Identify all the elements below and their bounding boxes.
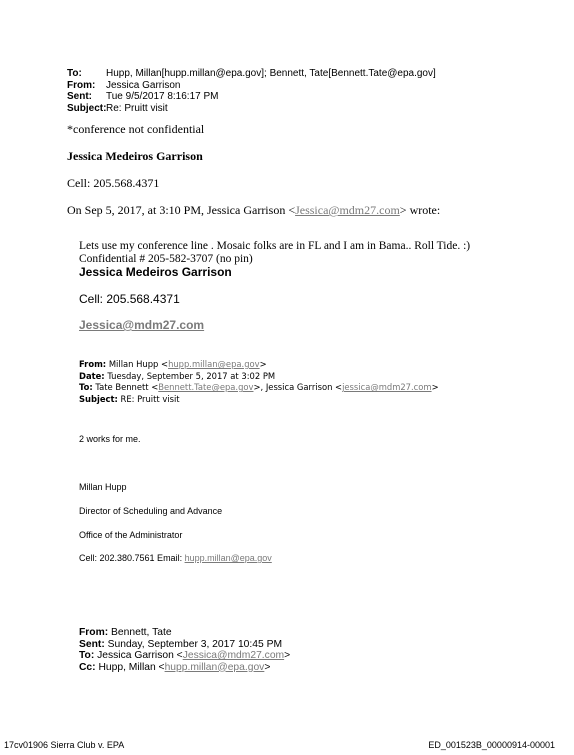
wrote-email-link[interactable]: Jessica@mdm27.com — [295, 203, 400, 217]
fwd1-header — [79, 359, 439, 405]
reply-signature-name: Jessica Medeiros Garrison — [67, 149, 203, 163]
fwd1-body: 2 works for me. — [79, 434, 141, 444]
fwd1-signature-contact — [79, 553, 272, 563]
header-from-row — [67, 80, 436, 92]
fwd2-sent-value: Sunday, September 3, 2017 10:45 PM — [107, 638, 283, 650]
wrote-suffix: > wrote: — [399, 203, 441, 217]
fwd1-to-email1-link[interactable]: Bennett.Tate@epa.gov — [158, 382, 254, 392]
fwd1-to-end: > — [431, 382, 439, 392]
fwd1-contact-email-link[interactable]: hupp.millan@epa.gov — [184, 553, 272, 563]
header-sent-row — [67, 91, 436, 103]
fwd1-to-name1: Tate Bennett < — [95, 382, 159, 392]
fwd2-cc-name: Hupp, Millan < — [98, 661, 165, 673]
fwd2-to-end: > — [284, 650, 291, 661]
header-from-label: From: — [67, 79, 96, 91]
quoted-line-2: Confidential # 205-582-3707 (no pin) — [79, 253, 253, 265]
fwd2-header — [79, 627, 290, 673]
fwd1-contact-text: Cell: 202.380.7561 Email: — [79, 553, 185, 563]
quoted-signature-cell: Cell: 205.568.4371 — [79, 292, 180, 306]
footer-document-id: ED_001523B_00000914-00001 — [428, 740, 555, 750]
fwd2-cc-end: > — [264, 661, 271, 673]
quoted-line-1: Lets use my conference line . Mosaic folks are in FL and I am in Bama.. Roll Tide. :) — [79, 240, 471, 252]
header-from-value: Jessica Garrison — [106, 79, 181, 91]
fwd2-from-value: Bennett, Tate — [111, 627, 172, 638]
fwd2-from-label: From: — [79, 627, 109, 638]
header-subject-row — [67, 103, 436, 115]
fwd1-from-row — [79, 359, 439, 371]
fwd1-from-label: From: — [79, 359, 107, 369]
fwd1-from-name: Millan Hupp < — [108, 359, 169, 369]
reply-wrote-line — [67, 203, 440, 218]
header-sent-label: Sent: — [67, 91, 92, 102]
fwd1-from-end: > — [259, 359, 267, 369]
fwd1-subject-label: Subject: — [79, 393, 118, 404]
reply-note: *conference not confidential — [67, 122, 205, 136]
fwd1-subject-value: RE: Pruitt visit — [120, 393, 180, 404]
wrote-prefix: On Sep 5, 2017, at 3:10 PM, Jessica Garrison < — [67, 203, 296, 217]
fwd2-from-row — [79, 627, 290, 639]
email-header — [67, 68, 436, 114]
fwd2-cc-row — [79, 662, 290, 674]
fwd1-to-row — [79, 382, 439, 394]
header-subject-value: Re: Pruitt visit — [106, 102, 168, 114]
header-to-label: To: — [67, 68, 82, 79]
fwd2-sent-row — [79, 639, 290, 651]
fwd1-to-mid: >, Jessica Garrison < — [253, 382, 343, 392]
fwd1-date-value: Tuesday, September 5, 2017 at 3:02 PM — [107, 370, 276, 381]
header-sent-value: Tue 9/5/2017 8:16:17 PM — [106, 91, 219, 102]
fwd2-to-email-link[interactable]: Jessica@mdm27.com — [182, 650, 285, 661]
fwd1-subject-row — [79, 394, 439, 406]
footer-case-id: 17cv01906 Sierra Club v. EPA — [4, 740, 125, 750]
fwd2-to-name: Jessica Garrison < — [97, 650, 183, 661]
fwd1-from-email-link[interactable]: hupp.millan@epa.gov — [168, 359, 260, 369]
quoted-signature-name: Jessica Medeiros Garrison — [79, 265, 232, 279]
fwd1-date-label: Date: — [79, 370, 105, 381]
fwd1-to-label: To: — [79, 382, 93, 392]
fwd1-signature-title: Director of Scheduling and Advance — [79, 506, 223, 516]
fwd2-sent-label: Sent: — [79, 638, 105, 650]
fwd1-date-row — [79, 371, 439, 383]
fwd2-cc-email-link[interactable]: hupp.millan@epa.gov — [164, 661, 265, 673]
reply-signature-cell: Cell: 205.568.4371 — [67, 176, 160, 190]
quoted-signature-email-link[interactable]: Jessica@mdm27.com — [79, 318, 205, 332]
fwd2-to-row — [79, 650, 290, 662]
fwd2-to-label: To: — [79, 650, 95, 661]
header-to-row — [67, 68, 436, 80]
header-subject-label: Subject: — [67, 102, 107, 114]
fwd1-signature-office: Office of the Administrator — [79, 530, 183, 540]
fwd1-to-email2-link[interactable]: jessica@mdm27.com — [342, 382, 432, 392]
header-to-value: Hupp, Millan[hupp.millan@epa.gov]; Bennett, Tate[Bennett.Tate@epa.gov] — [106, 68, 436, 79]
fwd2-cc-label: Cc: — [79, 661, 96, 673]
fwd1-signature-name: Millan Hupp — [79, 482, 127, 492]
